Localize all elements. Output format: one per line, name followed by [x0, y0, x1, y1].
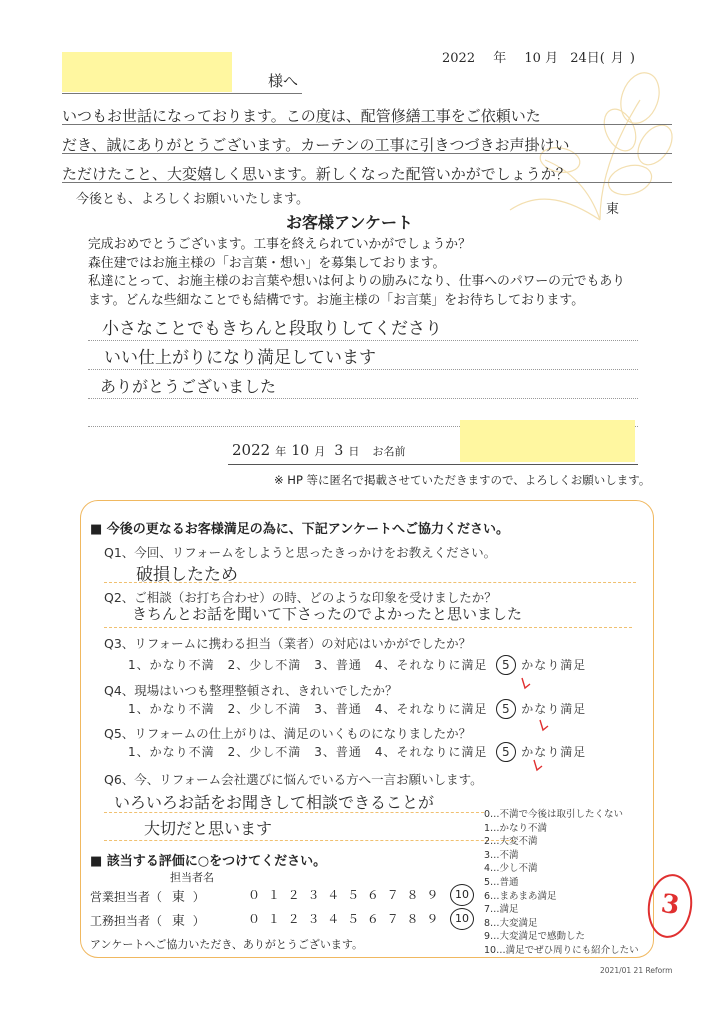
- legend-item: 5…普通: [484, 876, 519, 888]
- intro-text: [88, 236, 625, 310]
- comment-date-year: 2022: [232, 441, 271, 459]
- sales-staff-name: 東: [171, 890, 185, 905]
- q3-option5: 5: [496, 655, 516, 675]
- intro-line: 森住建ではお施主様の「お言葉・想い」を募集しております。: [88, 255, 446, 271]
- answer-2: きちんとお話を聞いて下さったのでよかったと思いました: [104, 603, 632, 628]
- letter-line: ただけたこと、大変嬉しく思います。新しくなった配管いかがでしょうか？: [62, 154, 672, 183]
- q5-options: [128, 742, 586, 762]
- staff-name-header: 担当者名: [170, 871, 214, 884]
- comment-line: いい仕上がりになり満足しています: [88, 341, 638, 370]
- q5-option5: 5: [496, 742, 516, 762]
- legend-item: 10…満足でぜひ周りにも紹介したい: [484, 944, 639, 956]
- letter-line: 今後とも、よろしくお願いいたします。: [76, 192, 309, 207]
- question-4: Q4、現場はいつも整理整頓され、きれいでしたか？: [104, 683, 398, 698]
- q3-options-text: 1、かなり不満 2、少し不満 3、普通 4、それなりに満足: [128, 658, 488, 672]
- date-month-suffix: 月: [545, 51, 559, 66]
- date-year: 2022: [442, 51, 476, 66]
- questionnaire-heading: ■ 今後の更なるお客様満足の為に、下記アンケートへご協力ください。: [90, 522, 510, 537]
- sales-score-selected: 10: [450, 884, 474, 906]
- q3-options: [128, 655, 586, 675]
- q4-option5-label: かなり満足: [521, 702, 587, 716]
- question-3: Q3、リフォームに携わる担当（業者）の対応はいかがでしたか？: [104, 636, 472, 651]
- survey-title: お客様アンケート: [286, 213, 414, 232]
- salutation-underline: [62, 93, 302, 94]
- answer-6-line-1: いろいろお話をお聞きして相談できることが: [104, 790, 484, 813]
- check-mark-icon: [530, 758, 544, 776]
- check-mark-icon: [518, 676, 532, 694]
- legend-item: 4…少し不満: [484, 863, 538, 875]
- sales-score-options: ０ １ ２ ３ ４ ５ ６ ７ ８ ９: [248, 888, 441, 902]
- comment-date-day: 3: [334, 443, 344, 459]
- comment-line: ありがとうございました: [88, 370, 638, 399]
- legend-item: 8…大変満足: [484, 917, 538, 929]
- question-5: Q5、リフォームの仕上がりは、満足のいくものになりましたか？: [104, 726, 472, 741]
- legend-item: 0…不満で今後は取引したくない: [484, 809, 624, 820]
- q3-option5-label: かなり満足: [521, 658, 587, 672]
- comment-date-month-suffix: 月: [314, 445, 326, 458]
- question-1: Q1、今回、リフォームをしようと思ったきっかけをお教えください。: [104, 545, 497, 560]
- date-close: ): [629, 51, 635, 66]
- question-6: Q6、今、リフォーム会社選びに悩んでいる方へ一言お願いします。: [104, 772, 483, 787]
- comment-line: 小さなことでもきちんと段取りしてくださり: [88, 312, 638, 341]
- letter-body: [62, 96, 672, 207]
- rating-row-construction: [90, 910, 490, 930]
- date-day: 24日(: [570, 51, 605, 66]
- answer-6-line-2: 大切だと思います: [104, 816, 514, 841]
- legend-item: 7…満足: [484, 904, 519, 916]
- salutation: 様へ: [268, 72, 299, 90]
- comment-date-year-suffix: 年: [275, 445, 287, 458]
- construction-score-selected: 10: [450, 908, 474, 930]
- legend-item: 1…かなり不満: [484, 822, 548, 834]
- customer-comment: [88, 312, 638, 399]
- redacted-commenter-name: [460, 420, 635, 462]
- q5-options-text: 1、かなり不満 2、少し不満 3、普通 4、それなりに満足: [128, 745, 488, 759]
- q4-option5: 5: [496, 699, 516, 719]
- q5-option5-label: かなり満足: [521, 745, 587, 759]
- intro-line: 完成おめでとうございます。工事を終えられていかがでしょうか？: [88, 237, 471, 252]
- redacted-customer-name: [62, 52, 232, 92]
- check-mark-icon: [536, 718, 550, 736]
- score-legend: [484, 808, 639, 958]
- anonymous-note: ※ HP 等に匿名で掲載させていただきますので、よろしくお願いします。: [274, 473, 651, 487]
- letter-line: だき、誠にありがとうございます。カーテンの工事に引きつづきお声掛けい: [62, 125, 672, 154]
- legend-item: 9…大変満足で感動した: [484, 931, 586, 943]
- rating-heading: ■ 該当する評価に○をつけてください。: [90, 854, 327, 869]
- legend-item: 6…まあまあ満足: [484, 890, 557, 902]
- name-label: お名前: [372, 445, 406, 458]
- letter-signature: 東: [606, 202, 620, 217]
- q4-options-text: 1、かなり不満 2、少し不満 3、普通 4、それなりに満足: [128, 702, 488, 716]
- comment-date-month: 10: [291, 443, 310, 459]
- intro-line: 私達にとって、お施主様のお言葉や想いは何よりの励みになり、仕事へのパワーの元でもあり: [88, 274, 625, 289]
- sales-staff-close: ）: [192, 890, 205, 904]
- comment-date-day-suffix: 日: [348, 445, 360, 458]
- date-year-suffix: 年: [493, 51, 507, 66]
- legend-item: 2…大変不満: [484, 836, 538, 848]
- letter-line: いつもお世話になっております。この度は、配管修繕工事をご依頼いた: [62, 96, 672, 125]
- footer-code: 2021/01 21 Reform: [600, 966, 673, 975]
- letter-date: [442, 47, 635, 66]
- legend-item: 3…不満: [484, 849, 519, 861]
- construction-staff-name: 東: [171, 914, 185, 929]
- stamp-number: 3: [659, 888, 682, 922]
- date-month: 10: [524, 51, 541, 66]
- question-2: Q2、ご相談（お打ち合わせ）の時、どのような印象を受けましたか？: [104, 590, 497, 605]
- answer-1: 破損したため: [104, 560, 636, 583]
- construction-staff-label: 工務担当者（: [90, 914, 163, 928]
- sales-staff-label: 営業担当者（: [90, 890, 163, 904]
- rating-row-sales: [90, 886, 490, 906]
- thanks-message: アンケートへご協力いただき、ありがとうございます。: [90, 938, 364, 951]
- q4-options: [128, 699, 586, 719]
- construction-score-options: ０ １ ２ ３ ４ ５ ６ ７ ８ ９: [248, 912, 441, 926]
- date-weekday: 月: [610, 51, 624, 66]
- intro-line: ます。どんな些細なことでも結構です。お施主様の「お言葉」をお待ちしております。: [88, 292, 585, 308]
- construction-staff-close: ）: [192, 914, 205, 928]
